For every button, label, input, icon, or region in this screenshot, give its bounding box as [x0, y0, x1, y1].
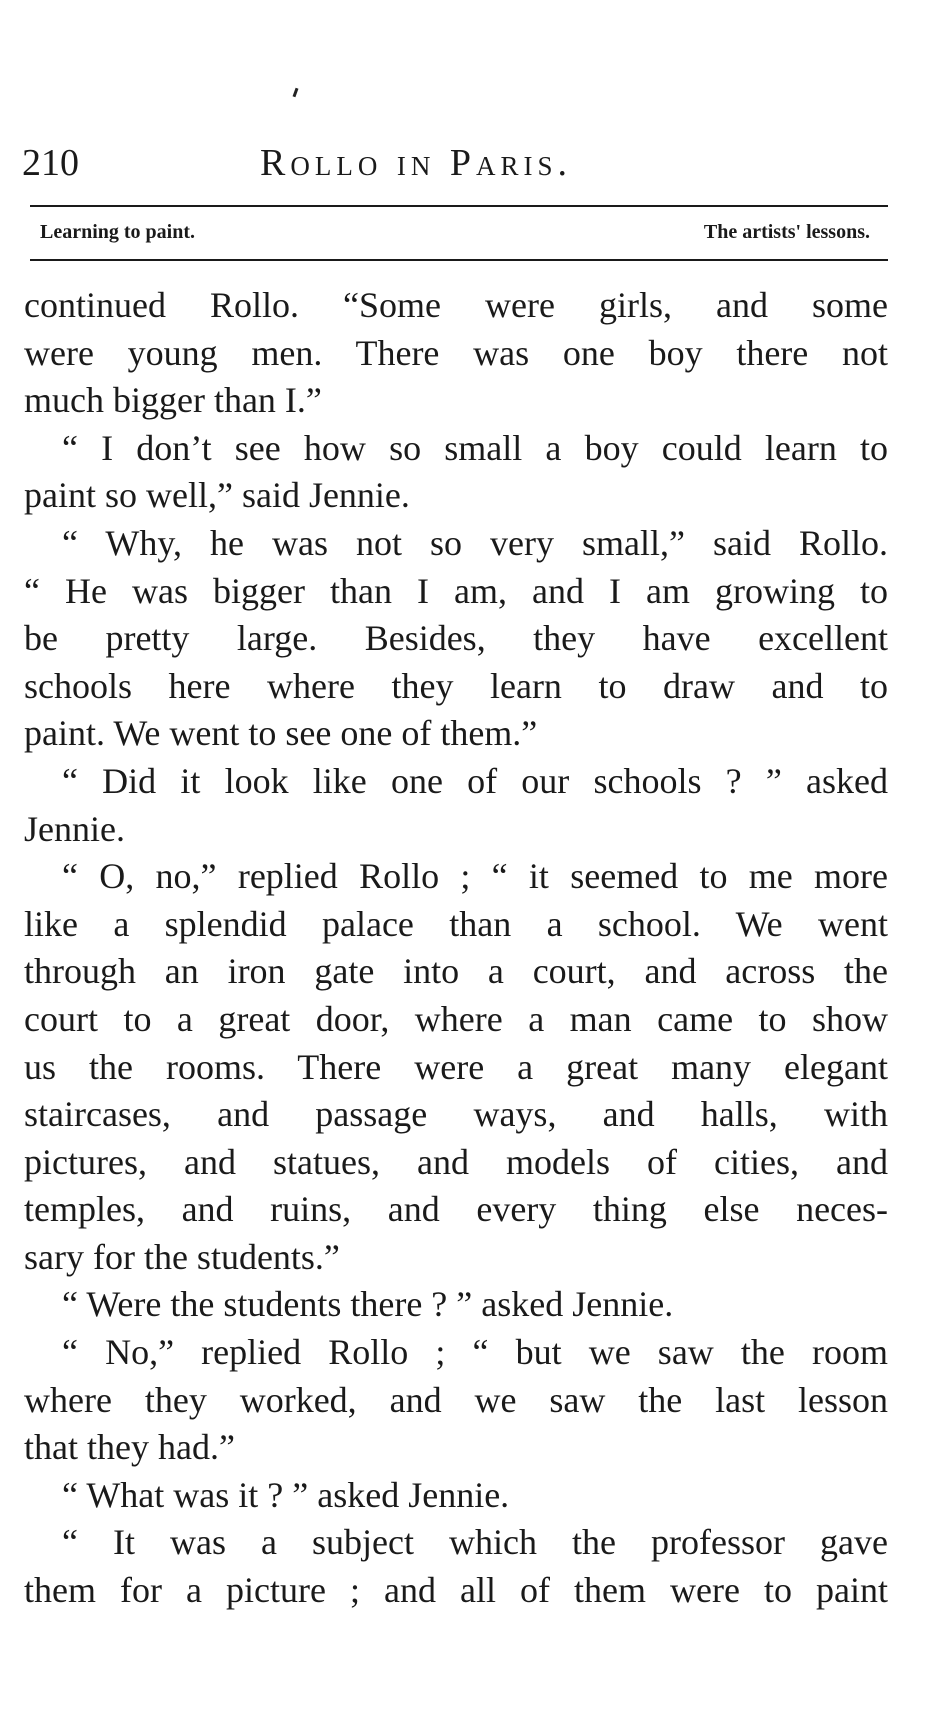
text-line: them for a picture ; and all of them were to paint [24, 1570, 888, 1611]
text-line: “ No,” replied Rollo ; “ but we saw the room [62, 1332, 888, 1373]
text-line: schools here where they learn to draw and to [24, 665, 888, 706]
text-line: “ I don’t see how so small a boy could learn to [62, 427, 888, 468]
text-line: that they had.” [24, 1427, 235, 1468]
text-line: like a splendid palace than a school. We went [24, 903, 888, 944]
text-line: “ What was it ? ” asked Jennie. [62, 1474, 510, 1515]
text-line: staircases, and passage ways, and halls, with [24, 1094, 888, 1135]
text-line: “ Why, he was not so very small,” said Rollo. [62, 522, 888, 563]
text-line: temples, and ruins, and every thing else neces- [24, 1189, 888, 1230]
running-head [22, 138, 888, 188]
text-line: paint. We went to see one of them.” [24, 713, 538, 754]
section-subheads [40, 214, 870, 250]
text-line: “ Did it look like one of our schools ? ” asked [62, 760, 888, 801]
text-line: Jennie. [24, 808, 125, 849]
ink-speck [293, 88, 299, 97]
text-line: paint so well,” said Jennie. [24, 475, 410, 516]
text-line: were young men. There was one boy there not [24, 332, 888, 373]
text-line: sary for the students.” [24, 1236, 340, 1277]
header-rule-top [30, 205, 888, 207]
text-line: us the rooms. There were a great many elegant [24, 1046, 888, 1087]
text-line: “ Were the students there ? ” asked Jennie. [62, 1284, 674, 1325]
page-number: 210 [22, 142, 79, 184]
header-rule-bottom [30, 259, 888, 261]
right-subhead: The artists' lessons. [703, 221, 870, 243]
book-title: Rollo in Paris. [260, 142, 572, 184]
body-text [24, 282, 888, 1702]
text-line: where they worked, and we saw the last lesson [24, 1379, 888, 1420]
text-line: “ He was bigger than I am, and I am growing to [24, 570, 888, 611]
text-line: “ O, no,” replied Rollo ; “ it seemed to me more [62, 856, 888, 897]
text-line: pictures, and statues, and models of cities, and [24, 1141, 888, 1182]
text-line: be pretty large. Besides, they have excellent [24, 618, 888, 659]
text-line: “ It was a subject which the professor gave [62, 1522, 888, 1563]
text-line: much bigger than I.” [24, 380, 322, 421]
left-subhead: Learning to paint. [40, 221, 196, 243]
text-line: through an iron gate into a court, and across the [24, 951, 888, 992]
text-line: court to a great door, where a man came to show [24, 998, 888, 1039]
text-line: continued Rollo. “Some were girls, and some [24, 285, 888, 325]
